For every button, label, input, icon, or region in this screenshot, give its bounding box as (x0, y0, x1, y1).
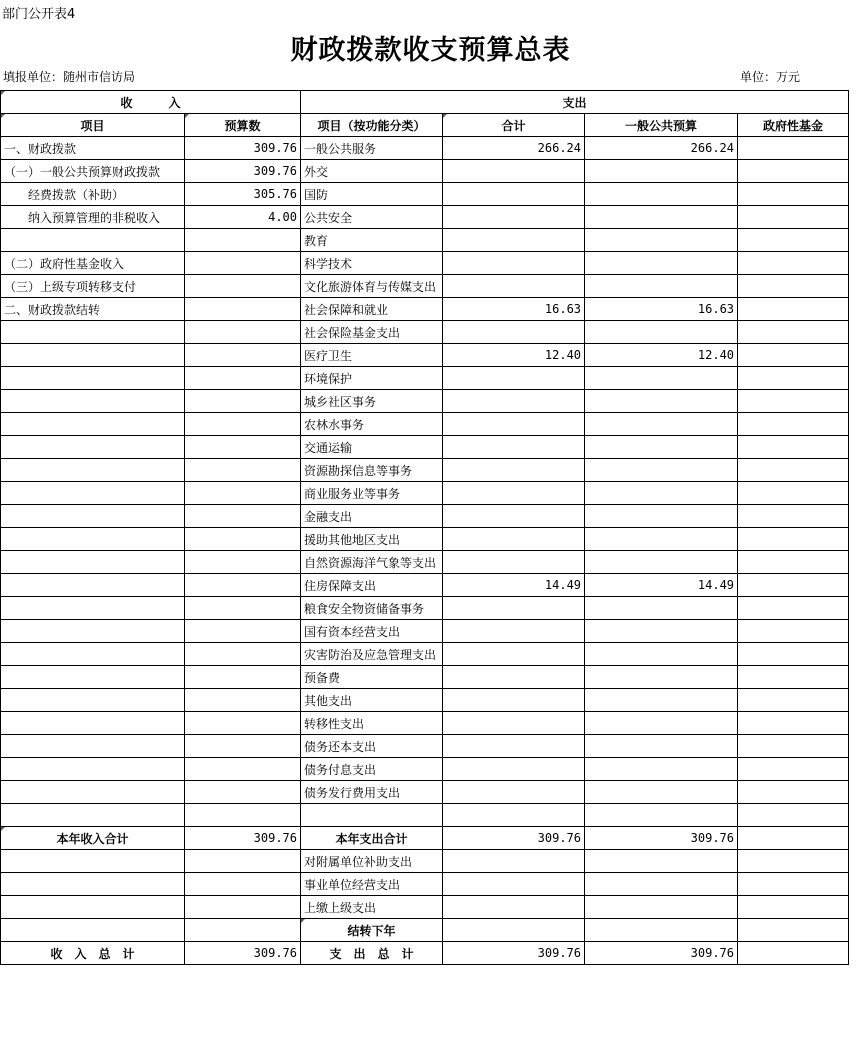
income-budget (185, 758, 301, 781)
income-item: （一）一般公共预算财政拨款 (1, 160, 185, 183)
expense-item: 国防 (301, 183, 443, 206)
table-row (1, 436, 849, 459)
table-row (1, 666, 849, 689)
income-budget (185, 689, 301, 712)
expense-item: 债务付息支出 (301, 758, 443, 781)
expense-total (443, 735, 585, 758)
table-row (1, 505, 849, 528)
table-row (1, 275, 849, 298)
expense-general (585, 643, 738, 666)
expense-fund (738, 758, 849, 781)
table-row (1, 781, 849, 804)
expense-fund (738, 804, 849, 827)
income-budget (185, 528, 301, 551)
income-item: 二、财政拨款结转 (1, 298, 185, 321)
income-budget (185, 850, 301, 873)
income-budget: 309.76 (185, 137, 301, 160)
income-budget: 4.00 (185, 206, 301, 229)
income-budget (185, 781, 301, 804)
expense-fund (738, 367, 849, 390)
expense-total (443, 643, 585, 666)
expense-general: 16.63 (585, 298, 738, 321)
income-item: （三）上级专项转移支付 (1, 275, 185, 298)
income-budget (185, 620, 301, 643)
page-title: 财政拨款收支预算总表 (290, 35, 571, 66)
income-item (1, 574, 185, 597)
expense-total (443, 689, 585, 712)
expense-fund (738, 689, 849, 712)
expense-fund (738, 505, 849, 528)
expense-total (443, 482, 585, 505)
table-row (1, 390, 849, 413)
expense-item: 教育 (301, 229, 443, 252)
table-row (1, 206, 849, 229)
expense-general (585, 551, 738, 574)
expense-total (443, 919, 585, 942)
table-row (1, 620, 849, 643)
expense-item: 商业服务业等事务 (301, 482, 443, 505)
expense-total (443, 712, 585, 735)
income-item (1, 436, 185, 459)
expense-grand-label: 支 出 总 计 (301, 942, 443, 965)
expense-total (443, 781, 585, 804)
table-row (1, 229, 849, 252)
income-group-header: 收 入 (1, 91, 301, 114)
expense-total (443, 528, 585, 551)
income-item (1, 367, 185, 390)
expense-item: 资源勘探信息等事务 (301, 459, 443, 482)
expense-item: 粮食安全物资储备事务 (301, 597, 443, 620)
expense-item (301, 804, 443, 827)
expense-fund (738, 666, 849, 689)
table-row (1, 252, 849, 275)
expense-item: 灾害防治及应急管理支出 (301, 643, 443, 666)
reporting-unit: 填报单位：随州市信访局 (3, 70, 136, 84)
income-item (1, 321, 185, 344)
expense-item: 科学技术 (301, 252, 443, 275)
income-item: 纳入预算管理的非税收入 (1, 206, 185, 229)
expense-fund (738, 459, 849, 482)
expense-total (443, 505, 585, 528)
expense-total (443, 183, 585, 206)
expense-fund (738, 390, 849, 413)
expense-item: 预备费 (301, 666, 443, 689)
income-budget (185, 896, 301, 919)
table-row (1, 574, 849, 597)
income-budget (185, 436, 301, 459)
expense-general (585, 459, 738, 482)
income-item (1, 666, 185, 689)
expense-general (585, 413, 738, 436)
expense-fund (738, 275, 849, 298)
expense-general: 14.49 (585, 574, 738, 597)
expense-total (443, 758, 585, 781)
expense-general (585, 689, 738, 712)
income-item (1, 873, 185, 896)
income-item (1, 413, 185, 436)
expense-general (585, 321, 738, 344)
expense-total (443, 597, 585, 620)
extra-expense-item: 上缴上级支出 (301, 896, 443, 919)
expense-total (443, 436, 585, 459)
expense-general (585, 781, 738, 804)
expense-general (585, 919, 738, 942)
income-item (1, 528, 185, 551)
expense-item: 农林水事务 (301, 413, 443, 436)
expense-total (443, 275, 585, 298)
expense-total (443, 413, 585, 436)
expense-total (443, 551, 585, 574)
table-row (1, 689, 849, 712)
expense-general (585, 666, 738, 689)
income-item (1, 758, 185, 781)
expense-total (443, 804, 585, 827)
table-row (1, 597, 849, 620)
expense-fund (738, 229, 849, 252)
expense-general (585, 505, 738, 528)
expense-general (585, 873, 738, 896)
income-item (1, 229, 185, 252)
expense-fund (738, 436, 849, 459)
income-budget (185, 413, 301, 436)
income-grand-label: 收 入 总 计 (1, 942, 185, 965)
expense-item: 住房保障支出 (301, 574, 443, 597)
expense-general (585, 436, 738, 459)
expense-general (585, 229, 738, 252)
income-budget (185, 919, 301, 942)
income-budget (185, 390, 301, 413)
income-item (1, 781, 185, 804)
income-budget (185, 482, 301, 505)
expense-fund (738, 344, 849, 367)
expense-total (443, 367, 585, 390)
expense-general (585, 804, 738, 827)
expense-general: 12.40 (585, 344, 738, 367)
expense-fund (738, 413, 849, 436)
total-row (1, 850, 849, 873)
expense-item: 一般公共服务 (301, 137, 443, 160)
expense-fund (738, 873, 849, 896)
income-budget (185, 459, 301, 482)
income-budget: 309.76 (185, 160, 301, 183)
expense-fund (738, 528, 849, 551)
table-row (1, 482, 849, 505)
income-budget (185, 252, 301, 275)
expense-grand-total: 309.76 (443, 942, 585, 965)
table-row (1, 183, 849, 206)
expense-year-label: 本年支出合计 (301, 827, 443, 850)
expense-general (585, 275, 738, 298)
expense-total (443, 390, 585, 413)
expense-fund (738, 160, 849, 183)
expense-total: 266.24 (443, 137, 585, 160)
expense-item: 文化旅游体育与传媒支出 (301, 275, 443, 298)
expense-year-total: 309.76 (443, 827, 585, 850)
expense-total (443, 666, 585, 689)
expense-fund (738, 574, 849, 597)
income-budget (185, 275, 301, 298)
income-year-value: 309.76 (185, 827, 301, 850)
expense-item: 金融支出 (301, 505, 443, 528)
col-total: 合计 (443, 114, 585, 137)
expense-item: 其他支出 (301, 689, 443, 712)
extra-expense-item: 对附属单位补助支出 (301, 850, 443, 873)
expense-item: 外交 (301, 160, 443, 183)
expense-fund (738, 551, 849, 574)
income-grand-value: 309.76 (185, 942, 301, 965)
expense-fund (738, 620, 849, 643)
expense-year-general: 309.76 (585, 827, 738, 850)
extra-expense-item: 事业单位经营支出 (301, 873, 443, 896)
expense-general (585, 712, 738, 735)
expense-fund (738, 252, 849, 275)
expense-total (443, 321, 585, 344)
income-budget: 305.76 (185, 183, 301, 206)
income-budget (185, 712, 301, 735)
expense-total (443, 160, 585, 183)
expense-total (443, 873, 585, 896)
expense-total: 12.40 (443, 344, 585, 367)
header-group-row (1, 91, 849, 114)
income-item (1, 689, 185, 712)
table-row (1, 160, 849, 183)
expense-grand-fund (738, 942, 849, 965)
table-row (1, 758, 849, 781)
expense-item: 城乡社区事务 (301, 390, 443, 413)
income-item: （二）政府性基金收入 (1, 252, 185, 275)
income-item (1, 505, 185, 528)
table-row (1, 413, 849, 436)
expense-total (443, 252, 585, 275)
expense-fund (738, 137, 849, 160)
income-item (1, 850, 185, 873)
income-item (1, 620, 185, 643)
expense-fund (738, 321, 849, 344)
expense-total (443, 206, 585, 229)
expense-item: 社会保障和就业 (301, 298, 443, 321)
table-tag: 部门公开表4 (2, 7, 76, 22)
expense-general (585, 252, 738, 275)
table-row (1, 735, 849, 758)
income-item (1, 597, 185, 620)
expense-general (585, 620, 738, 643)
expense-general (585, 390, 738, 413)
income-item (1, 390, 185, 413)
expense-general (585, 206, 738, 229)
expense-general (585, 896, 738, 919)
expense-fund (738, 482, 849, 505)
table-row (1, 344, 849, 367)
income-budget (185, 873, 301, 896)
expense-fund (738, 735, 849, 758)
expense-total (443, 459, 585, 482)
income-item (1, 712, 185, 735)
expense-item: 公共安全 (301, 206, 443, 229)
expense-fund (738, 712, 849, 735)
income-budget (185, 666, 301, 689)
expense-item: 自然资源海洋气象等支出 (301, 551, 443, 574)
total-row (1, 827, 849, 850)
income-budget (185, 643, 301, 666)
expense-item: 援助其他地区支出 (301, 528, 443, 551)
table-row (1, 321, 849, 344)
expense-year-fund (738, 827, 849, 850)
expense-total: 16.63 (443, 298, 585, 321)
expense-total (443, 229, 585, 252)
table-row (1, 551, 849, 574)
income-year-label: 本年收入合计 (1, 827, 185, 850)
income-item (1, 896, 185, 919)
income-budget (185, 229, 301, 252)
expense-general: 266.24 (585, 137, 738, 160)
expense-item: 债务还本支出 (301, 735, 443, 758)
expense-fund (738, 597, 849, 620)
table-row (1, 367, 849, 390)
income-item (1, 804, 185, 827)
income-budget (185, 574, 301, 597)
income-item (1, 344, 185, 367)
expense-fund (738, 643, 849, 666)
expense-item: 社会保险基金支出 (301, 321, 443, 344)
income-budget (185, 551, 301, 574)
expense-fund (738, 206, 849, 229)
expense-group-header: 支出 (301, 91, 849, 114)
income-item (1, 459, 185, 482)
income-item (1, 919, 185, 942)
expense-total: 14.49 (443, 574, 585, 597)
income-item (1, 643, 185, 666)
income-budget (185, 804, 301, 827)
income-item (1, 551, 185, 574)
expense-general (585, 850, 738, 873)
table-row (1, 643, 849, 666)
expense-item: 转移性支出 (301, 712, 443, 735)
income-item: 经费拨款（补助） (1, 183, 185, 206)
expense-fund (738, 781, 849, 804)
expense-general (585, 735, 738, 758)
income-budget (185, 367, 301, 390)
expense-fund (738, 919, 849, 942)
expense-item: 国有资本经营支出 (301, 620, 443, 643)
total-row (1, 919, 849, 942)
expense-general (585, 597, 738, 620)
income-budget (185, 344, 301, 367)
table-row (1, 528, 849, 551)
col-fund: 政府性基金 (738, 114, 849, 137)
total-row (1, 896, 849, 919)
income-item: 一、财政拨款 (1, 137, 185, 160)
table-row (1, 298, 849, 321)
expense-general (585, 183, 738, 206)
income-budget (185, 505, 301, 528)
col-budget: 预算数 (185, 114, 301, 137)
income-budget (185, 735, 301, 758)
income-budget (185, 321, 301, 344)
expense-fund (738, 183, 849, 206)
expense-item: 债务发行费用支出 (301, 781, 443, 804)
carryover-label: 结转下年 (301, 919, 443, 942)
expense-fund (738, 850, 849, 873)
expense-total (443, 896, 585, 919)
expense-fund (738, 896, 849, 919)
table-row (1, 459, 849, 482)
income-budget (185, 597, 301, 620)
currency-unit: 单位：万元 (740, 70, 801, 84)
table-row (1, 804, 849, 827)
total-row (1, 942, 849, 965)
total-row (1, 873, 849, 896)
expense-fund (738, 298, 849, 321)
col-item: 项目 (1, 114, 185, 137)
expense-total (443, 620, 585, 643)
expense-general (585, 482, 738, 505)
expense-grand-general: 309.76 (585, 942, 738, 965)
income-item (1, 735, 185, 758)
table-row (1, 712, 849, 735)
header-col-row (1, 114, 849, 137)
table-row (1, 137, 849, 160)
col-general: 一般公共预算 (585, 114, 738, 137)
expense-general (585, 367, 738, 390)
expense-general (585, 758, 738, 781)
income-item (1, 482, 185, 505)
expense-total (443, 850, 585, 873)
expense-item: 交通运输 (301, 436, 443, 459)
budget-table (0, 90, 849, 965)
income-budget (185, 298, 301, 321)
col-func: 项目（按功能分类） (301, 114, 443, 137)
expense-item: 环境保护 (301, 367, 443, 390)
expense-item: 医疗卫生 (301, 344, 443, 367)
expense-general (585, 160, 738, 183)
expense-general (585, 528, 738, 551)
